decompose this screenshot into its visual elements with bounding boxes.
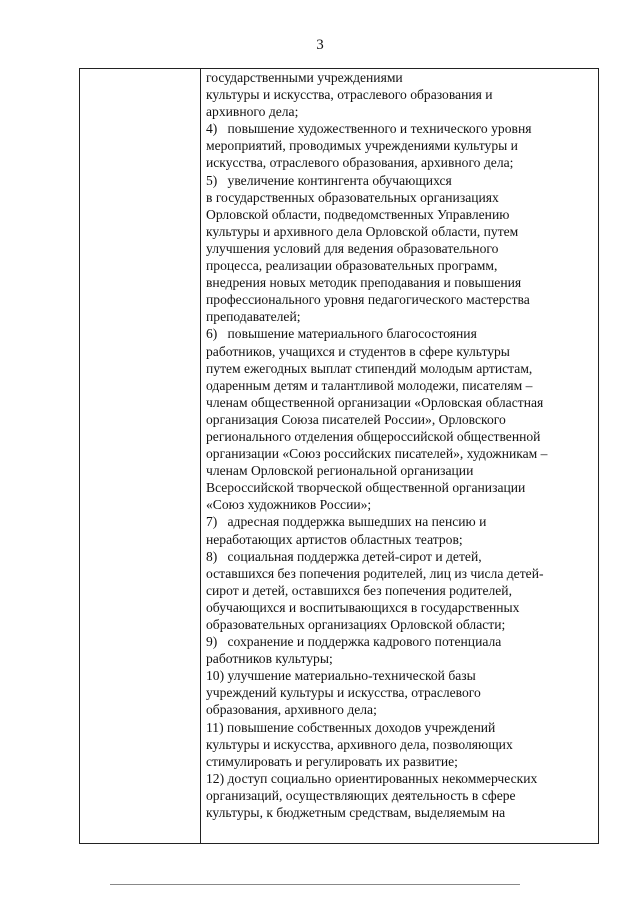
text-line: одаренным детям и талантливой молодежи, писателям – bbox=[206, 377, 533, 393]
page-number: 3 bbox=[316, 37, 324, 53]
text-line: мероприятий, проводимых учреждениями культуры и bbox=[206, 138, 518, 154]
text-line: 9) сохранение и поддержка кадрового потенциала bbox=[206, 634, 502, 650]
text-line: 11) повышение собственных доходов учреждений bbox=[206, 719, 496, 735]
text-line: культуры и архивного дела Орловской области, путем bbox=[206, 223, 519, 239]
text-line: Орловской области, подведомственных Управлению bbox=[206, 206, 510, 222]
text-line: государственными учреждениями bbox=[206, 70, 403, 85]
text-line: организаций, осуществляющих деятельность в сфере bbox=[206, 787, 516, 803]
text-line: организации «Союз российских писателей», художникам – bbox=[206, 446, 548, 462]
text-line: образования, архивного дела; bbox=[206, 702, 377, 718]
text-line: членам общественной организации «Орловская областная bbox=[206, 394, 544, 410]
text-line: работников культуры; bbox=[206, 651, 333, 667]
text-line: искусства, отраслевого образования, архивного дела; bbox=[206, 155, 514, 171]
text-line: профессионального уровня педагогического мастерства bbox=[206, 292, 530, 308]
text-line: сирот и детей, оставшихся без попечения родителей, bbox=[206, 582, 512, 598]
text-line: образовательных организациях Орловской области; bbox=[206, 617, 506, 632]
text-line: 10) улучшение материально-технической базы bbox=[206, 668, 476, 684]
document-table bbox=[79, 68, 599, 844]
table-left-cell bbox=[80, 69, 201, 843]
text-line: организация Союза писателей России», Орловского bbox=[206, 411, 506, 427]
text-line: архивного дела; bbox=[206, 104, 299, 120]
page-bottom-rule bbox=[110, 884, 520, 885]
text-line: Всероссийской творческой общественной организации bbox=[206, 480, 526, 496]
text-line: неработающих артистов областных театров; bbox=[206, 531, 463, 547]
text-line: обучающихся и воспитывающихся в государственных bbox=[206, 599, 520, 615]
text-line: 5) увеличение контингента обучающихся bbox=[206, 172, 452, 188]
text-line: процесса, реализации образовательных программ, bbox=[206, 258, 498, 274]
text-line: преподавателей; bbox=[206, 309, 301, 325]
text-line: в государственных образовательных организациях bbox=[206, 189, 499, 205]
text-line: улучшения условий для ведения образовательного bbox=[206, 240, 499, 256]
text-line: 6) повышение материального благосостояния bbox=[206, 326, 477, 342]
text-line: «Союз художников России»; bbox=[206, 497, 372, 513]
text-line: 8) социальная поддержка детей-сирот и детей, bbox=[206, 548, 482, 564]
text-line: 12) доступ социально ориентированных некоммерческих bbox=[206, 770, 538, 786]
table-text-cell bbox=[206, 69, 598, 843]
text-line: 4) повышение художественного и технического уровня bbox=[206, 121, 532, 137]
text-line: членам Орловской региональной организации bbox=[206, 463, 474, 479]
text-line: внедрения новых методик преподавания и повышения bbox=[206, 275, 522, 291]
text-line: культуры и искусства, архивного дела, позволяющих bbox=[206, 736, 513, 752]
text-line: регионального отделения общероссийской общественной bbox=[206, 428, 541, 444]
text-line: культуры и искусства, отраслевого образования и bbox=[206, 87, 493, 103]
text-line: стимулировать и регулировать их развитие; bbox=[206, 753, 458, 769]
text-line: учреждений культуры и искусства, отраслевого bbox=[206, 685, 481, 701]
text-line: работников, учащихся и студентов в сфере культуры bbox=[206, 343, 510, 359]
text-line: культуры, к бюджетным средствам, выделяемым на bbox=[206, 805, 506, 821]
text-line: 7) адресная поддержка вышедших на пенсию и bbox=[206, 514, 487, 530]
text-line: путем ежегодных выплат стипендий молодым артистам, bbox=[206, 360, 533, 376]
text-line: оставшихся без попечения родителей, лиц из числа детей- bbox=[206, 565, 544, 581]
